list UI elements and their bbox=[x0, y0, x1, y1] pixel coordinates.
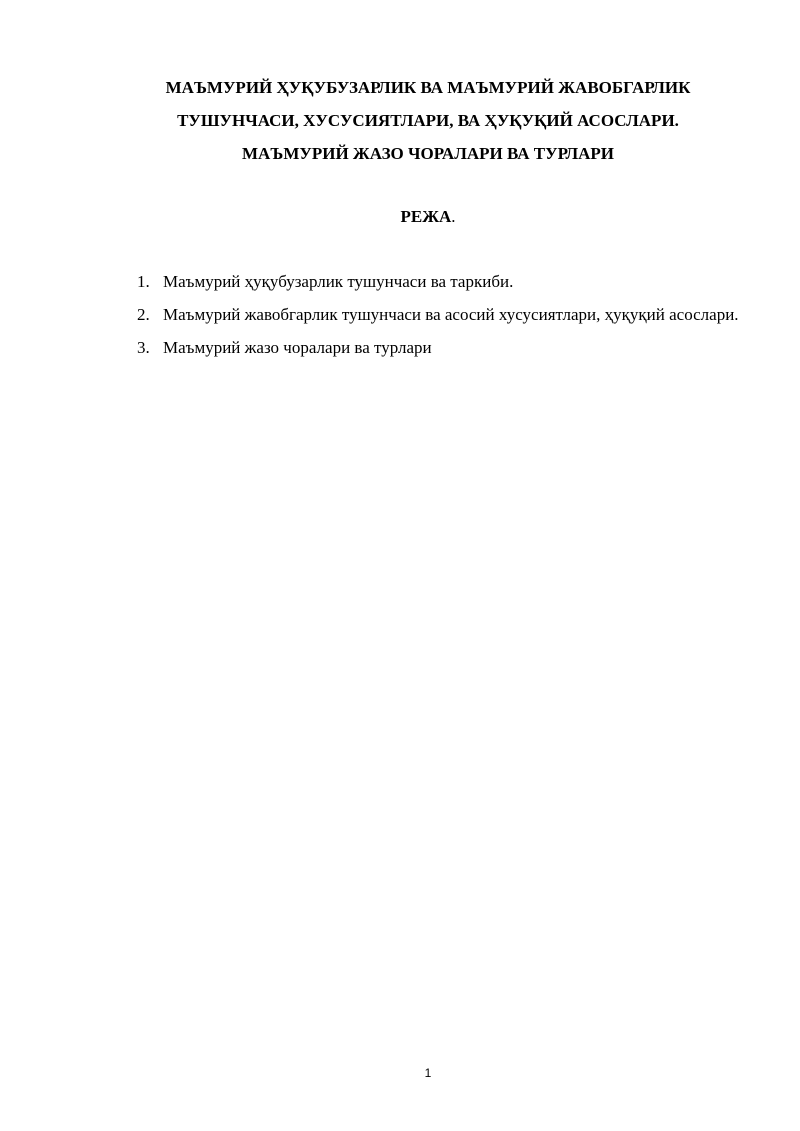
plan-heading-label: РЕЖА bbox=[400, 207, 452, 226]
title-line-1: МАЪМУРИЙ ҲУҚУБУЗАРЛИК ВА МАЪМУРИЙ ЖАВОБГАРЛИК bbox=[165, 78, 691, 97]
plan-heading-period: . bbox=[451, 207, 456, 226]
plan-list-item bbox=[137, 331, 743, 364]
plan-item-text: Маъмурий жавобгарлик тушунчаси ва асосий хусусиятлари, ҳуқуқий асослари. bbox=[163, 305, 739, 324]
plan-item-number: 2. bbox=[137, 305, 150, 324]
document-title bbox=[100, 71, 756, 170]
plan-item-number: 3. bbox=[137, 338, 150, 357]
plan-list-item bbox=[137, 265, 743, 298]
title-line-2: ТУШУНЧАСИ, ХУСУСИЯТЛАРИ, ВА ҲУҚУҚИЙ АСОСЛАРИ. bbox=[177, 111, 679, 130]
plan-item-number: 1. bbox=[137, 272, 150, 291]
plan-list bbox=[137, 265, 743, 364]
plan-item-text: Маъмурий ҳуқубузарлик тушунчаси ва таркиби. bbox=[163, 272, 514, 291]
plan-item-text: Маъмурий жазо чоралари ва турлари bbox=[163, 338, 432, 357]
page-number: 1 bbox=[424, 1066, 432, 1080]
plan-heading bbox=[100, 200, 756, 233]
plan-list-item bbox=[137, 298, 743, 331]
title-line-3: МАЪМУРИЙ ЖАЗО ЧОРАЛАРИ ВА ТУРЛАРИ bbox=[241, 144, 615, 163]
